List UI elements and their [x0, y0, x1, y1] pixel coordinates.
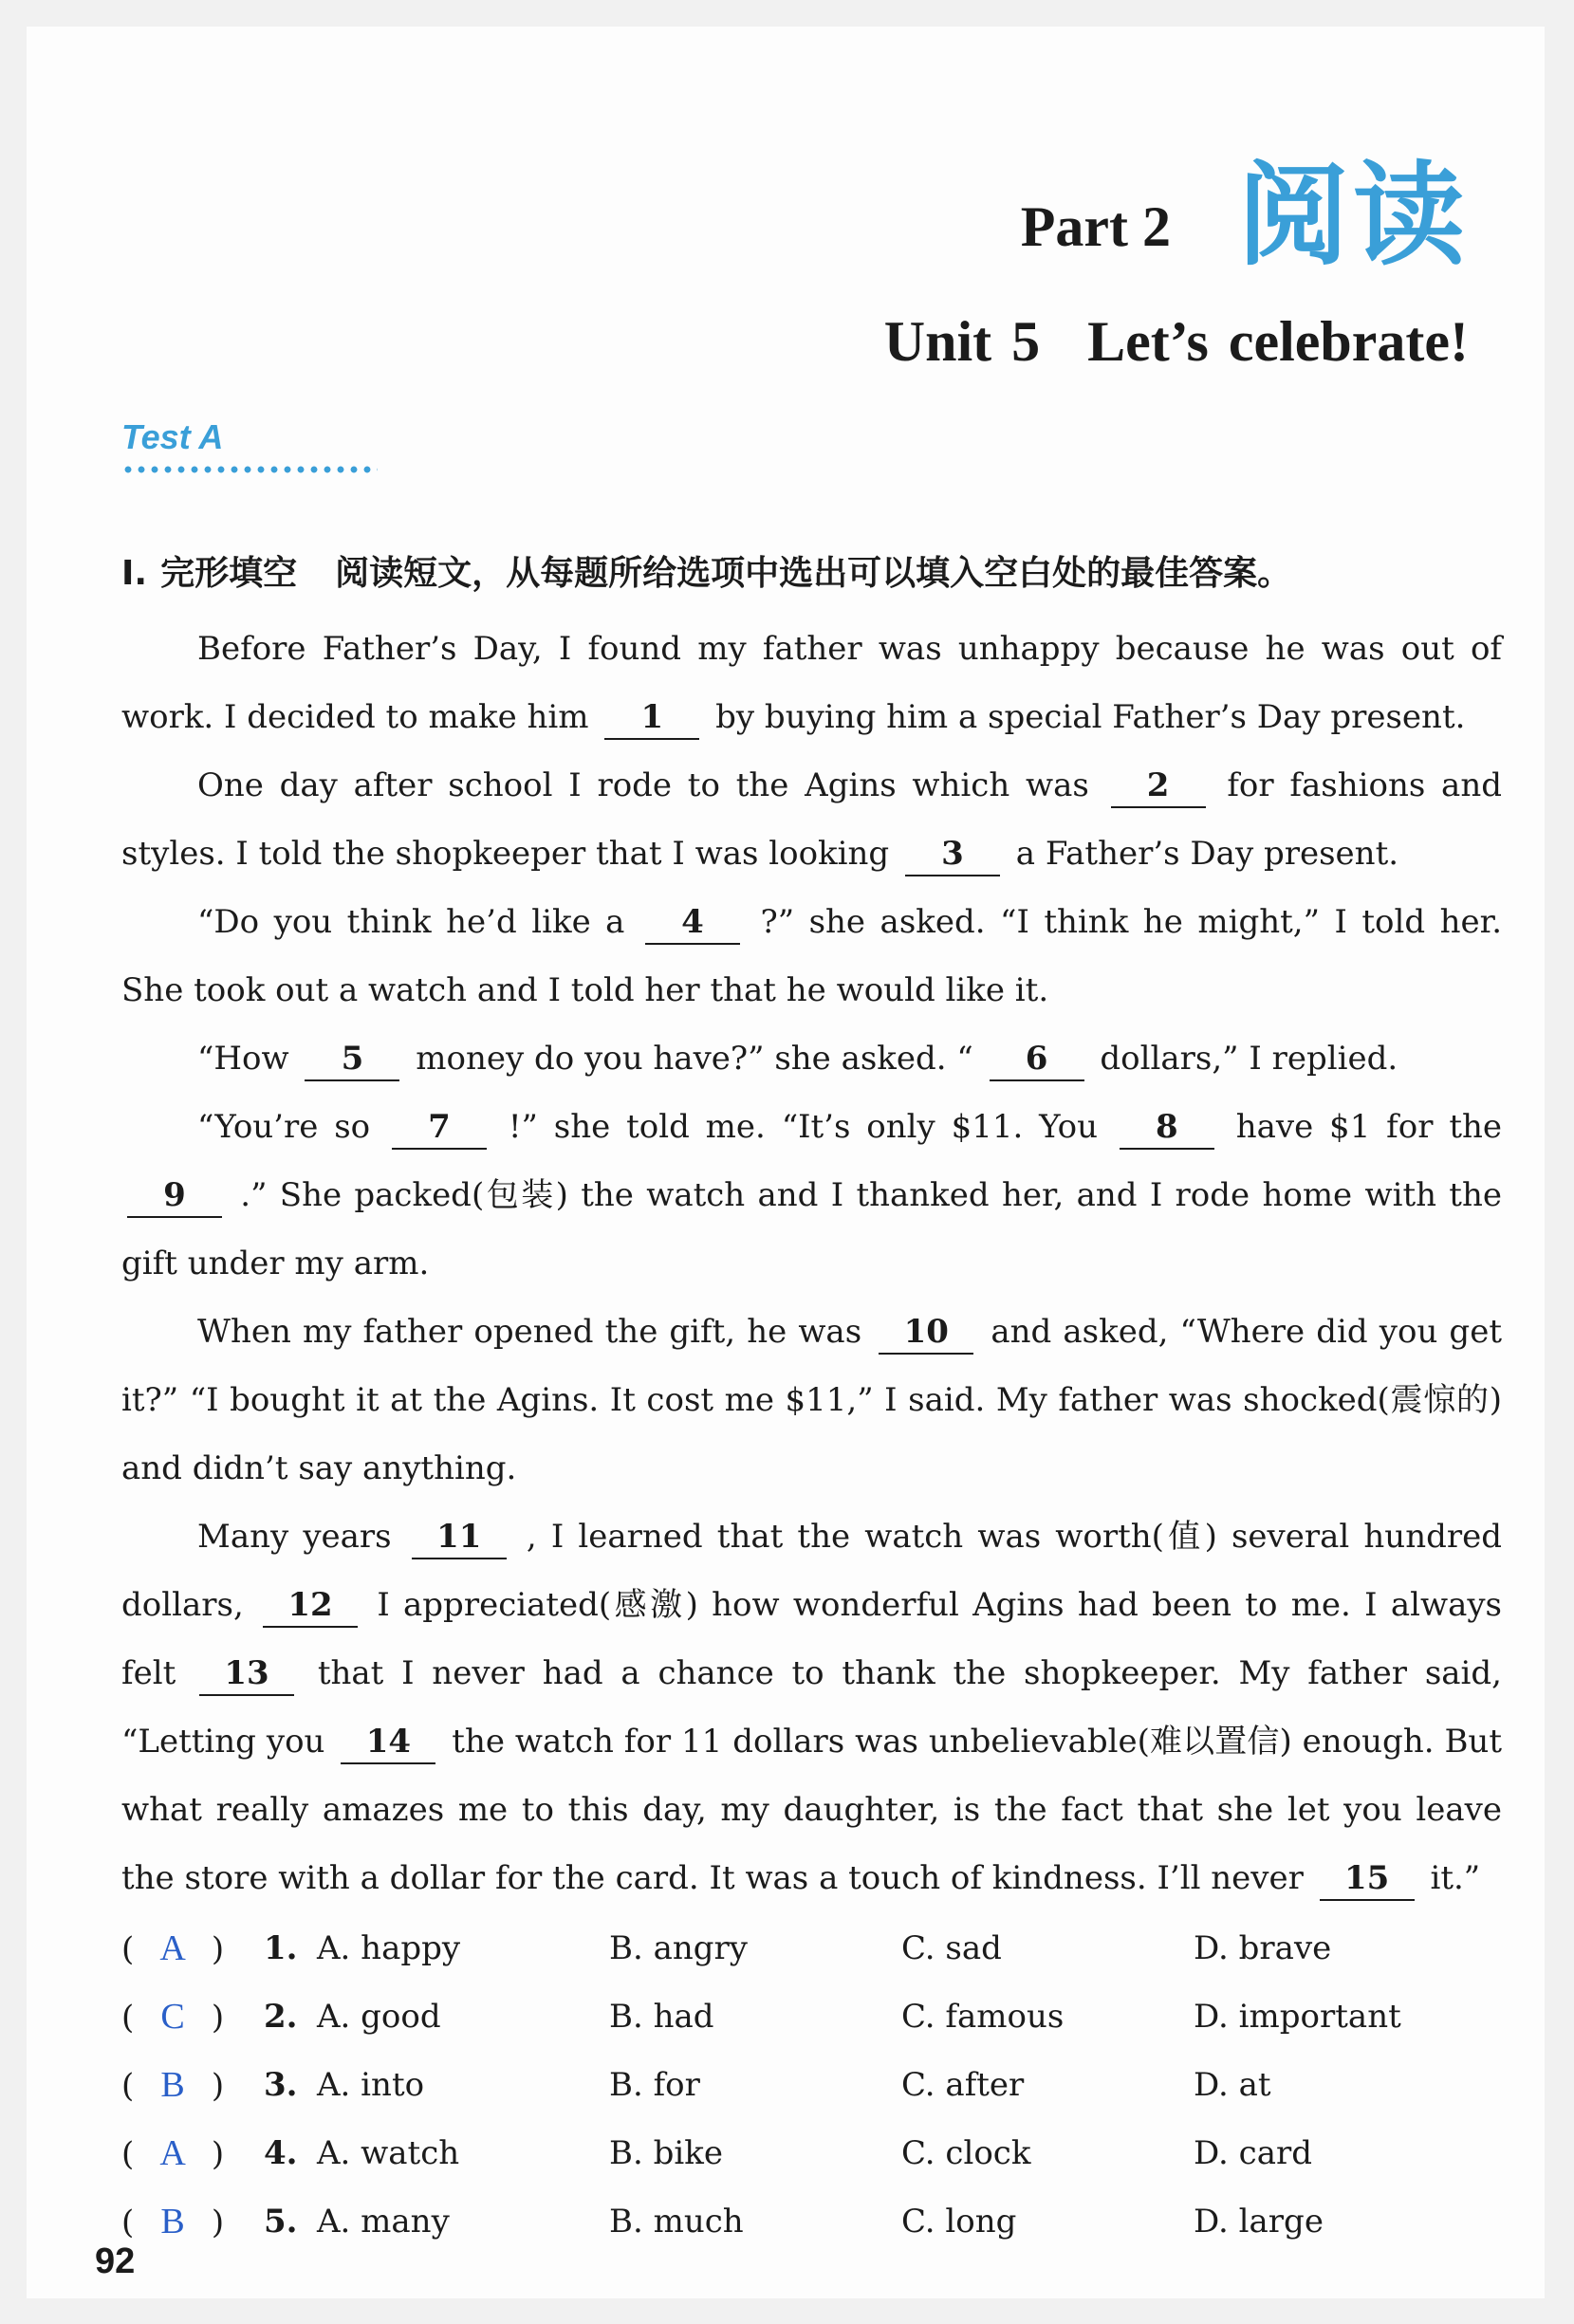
page-number: 92 — [95, 2241, 136, 2281]
option-d: D. card — [1194, 2134, 1312, 2172]
answer-letter: B — [160, 2202, 185, 2241]
blank-14: 14 — [341, 1721, 435, 1764]
question-number: 2. — [264, 1998, 298, 2036]
passage-text: “Do you think he’d like a — [197, 903, 639, 941]
passage-paragraph — [121, 1298, 1502, 1503]
passage-paragraph — [121, 615, 1502, 751]
option-d: D. brave — [1194, 1929, 1332, 1967]
section-heading — [121, 546, 1507, 595]
passage-paragraph — [121, 1024, 1502, 1093]
question-row — [121, 2051, 1507, 2119]
passage-paragraph — [121, 751, 1502, 888]
question-row — [121, 1914, 1507, 1983]
question-row — [121, 2119, 1507, 2187]
option-b: B. had — [609, 1998, 714, 2036]
passage-text: Before Father’s Day, I found my father was unhappy because he was out of work. I decided to make him — [121, 630, 1502, 736]
answer-slot: ( A ) — [121, 2133, 225, 2173]
option-b: B. angry — [609, 1929, 748, 1967]
answer-letter: B — [160, 2065, 185, 2105]
section-instruction: 阅读短文，从每题所给选项中选出可以填入空白处的最佳答案。 — [335, 554, 1292, 593]
option-d: D. important — [1194, 1998, 1401, 2036]
passage-text: dollars,” I replied. — [1089, 1040, 1398, 1078]
blank-13: 13 — [199, 1652, 294, 1696]
answer-letter: C — [160, 1997, 185, 2037]
page-header — [883, 150, 1469, 375]
option-d: D. at — [1194, 2066, 1271, 2104]
passage-text: the watch for 11 dollars was unbelievable(难以置信) enough. But what really amazes me to this day, my daughter, is the fact that she let you leave the store with a dollar for the card. It was a touch of kindness. I’ll never — [121, 1723, 1502, 1897]
option-a: A. good — [317, 1998, 441, 2036]
blank-3: 3 — [905, 833, 1000, 876]
passage-text: When my father opened the gift, he was — [197, 1313, 874, 1351]
blank-11: 11 — [412, 1516, 507, 1559]
option-c: C. long — [901, 2203, 1017, 2241]
section-number: I. — [121, 554, 148, 593]
answer-letter: A — [159, 1928, 186, 1968]
option-c: C. clock — [901, 2134, 1031, 2172]
passage-text: “How — [197, 1040, 300, 1078]
blank-5: 5 — [305, 1038, 399, 1081]
section-title: 完形填空 — [160, 554, 298, 593]
passage-text: .” She packed(包装) the watch and I thanked her, and I rode home with the gift under my arm. — [121, 1176, 1502, 1282]
blank-1: 1 — [604, 696, 699, 740]
blank-9: 9 — [127, 1174, 222, 1218]
passage-text: by buying him a special Father’s Day present. — [705, 698, 1466, 736]
blank-15: 15 — [1320, 1857, 1415, 1901]
answer-letter: A — [159, 2133, 186, 2173]
blank-4: 4 — [645, 901, 740, 945]
passage-paragraph — [121, 888, 1502, 1024]
passage-text: !” she told me. “It’s only $11. You — [492, 1108, 1114, 1146]
passage-text: and asked, “Where did you get it?” “I bought it at the Agins. It cost me $11,” I said. My father was shocked(震惊的) and didn’t say anything. — [121, 1313, 1502, 1487]
blank-6: 6 — [990, 1038, 1084, 1081]
part-label: Part 2 — [1020, 195, 1171, 258]
blank-7: 7 — [392, 1106, 487, 1150]
blank-12: 12 — [263, 1584, 358, 1628]
question-list — [121, 1914, 1507, 2256]
option-c: C. famous — [901, 1998, 1065, 2036]
passage-text: money do you have?” she asked. “ — [405, 1040, 984, 1078]
passage-text: I appreciated(感激) how wonderful Agins had been to me. I always felt — [121, 1586, 1503, 1692]
passage-text: ?” she asked. “I think he might,” I told her. She took out a watch and I told her that he would like it. — [121, 903, 1503, 1009]
question-row — [121, 1983, 1507, 2051]
option-a: A. many — [317, 2203, 450, 2241]
question-number: 5. — [264, 2203, 298, 2241]
workbook-page — [27, 27, 1545, 2298]
blank-8: 8 — [1120, 1106, 1214, 1150]
passage-text: that I never had a chance to thank the shopkeeper. My father said, “Letting you — [121, 1654, 1502, 1761]
option-b: B. bike — [609, 2134, 723, 2172]
answer-slot: ( C ) — [121, 1997, 225, 2037]
passage-text: a Father’s Day present. — [1005, 835, 1399, 873]
unit-title: Let’s celebrate! — [1087, 310, 1469, 373]
test-label: Test A — [121, 417, 224, 456]
unit-number: Unit 5 — [883, 310, 1041, 373]
blank-2: 2 — [1111, 765, 1206, 808]
answer-slot: ( B ) — [121, 2202, 225, 2241]
option-c: C. sad — [901, 1929, 1002, 1967]
answer-slot: ( A ) — [121, 1928, 225, 1968]
passage-text: for fashions and styles. I told the shopkeeper that I was looking — [121, 766, 1502, 873]
passage-paragraph — [121, 1503, 1502, 1912]
option-b: B. much — [609, 2203, 744, 2241]
question-number: 1. — [264, 1929, 298, 1967]
dotted-divider — [121, 465, 378, 474]
unit-title-line — [884, 309, 1469, 375]
part-title-cn: 阅读 — [1236, 150, 1469, 281]
option-a: A. happy — [317, 1929, 461, 1967]
option-d: D. large — [1194, 2203, 1324, 2241]
passage-text: One day after school I rode to the Agins which was — [197, 766, 1105, 804]
option-a: A. watch — [317, 2134, 460, 2172]
question-number: 4. — [264, 2134, 298, 2172]
passage-text: “You’re so — [197, 1108, 386, 1146]
question-row — [121, 2187, 1507, 2256]
cloze-passage — [121, 615, 1502, 1912]
option-c: C. after — [901, 2066, 1025, 2104]
passage-text: have $1 for the — [1219, 1108, 1503, 1146]
option-a: A. into — [317, 2066, 425, 2104]
passage-paragraph — [121, 1093, 1502, 1298]
answer-slot: ( B ) — [121, 2065, 225, 2105]
blank-10: 10 — [879, 1311, 973, 1355]
passage-text: Many years — [197, 1518, 406, 1556]
passage-text: , I learned that the watch was worth(值) several hundred dollars, — [121, 1518, 1502, 1624]
passage-text: it.” — [1419, 1859, 1481, 1897]
option-b: B. for — [609, 2066, 700, 2104]
question-number: 3. — [264, 2066, 298, 2104]
